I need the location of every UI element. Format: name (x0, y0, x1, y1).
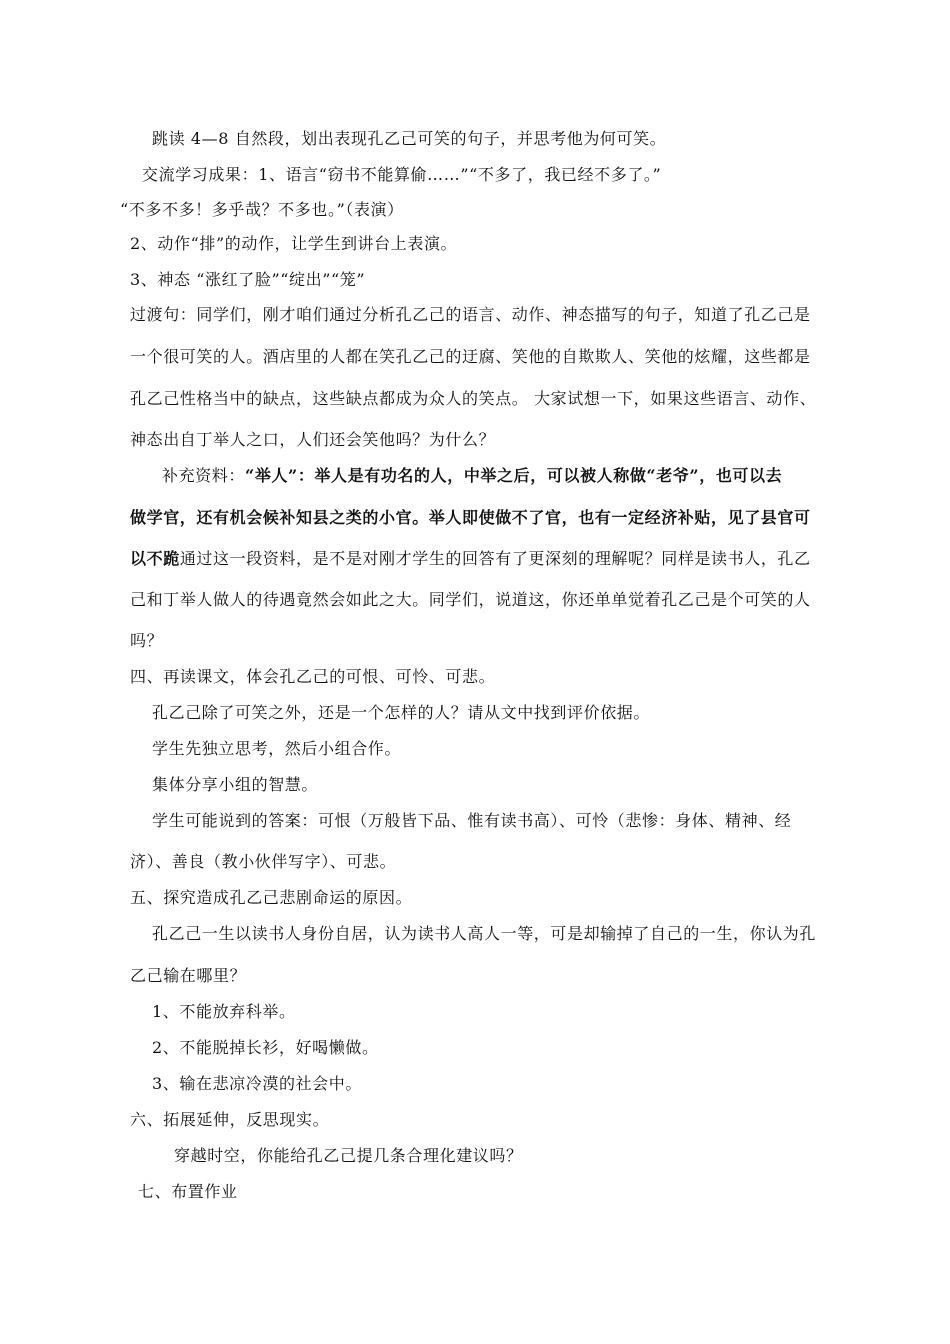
paragraph-line: 一个很可笑的人。酒店里的人都在笑孔乙己的迂腐、笑他的自欺欺人、笑他的炫耀，这些都是 (130, 347, 811, 366)
paragraph-line: 孔乙己一生以读书人身份自居，认为读书人高人一等，可是却输掉了自己的一生，你认为孔 (152, 924, 817, 943)
paragraph-line: “不多不多！多乎哉？不多也。”（表演） (120, 200, 404, 219)
list-item: 1、不能放弃科举。 (152, 1002, 296, 1021)
section-heading: 六、拓展延伸，反思现实。 (130, 1110, 330, 1129)
paragraph-line: 集体分享小组的智慧。 (152, 775, 319, 794)
paragraph-line (130, 549, 811, 569)
section-heading: 四、再读课文，体会孔乙己的可恨、可怜、可悲。 (130, 667, 496, 686)
paragraph-line: 做学官，还有机会候补知县之类的小官。举人即使做不了官，也有一定经济补贴，见了县官可 (130, 508, 811, 527)
paragraph-line: 过渡句：同学们，刚才咱们通过分析孔乙己的语言、动作、神态描写的句子，知道了孔乙己是 (130, 305, 811, 324)
list-item: 2、不能脱掉长衫，好喝懒做。 (152, 1038, 379, 1057)
paragraph-line: 穿越时空，你能给孔乙己提几条合理化建议吗？ (174, 1146, 523, 1165)
paragraph-line: 济）、善良（教小伙伴写字）、可悲。 (130, 852, 397, 871)
section-heading: 五、探究造成孔乙己悲剧命运的原因。 (130, 888, 413, 907)
bold-text: “举人”：举人是有功名的人，中举之后，可以被人称做“老爷”，也可以去 (245, 466, 783, 485)
paragraph-line: 孔乙己除了可笑之外，还是一个怎样的人？请从文中找到评价依据。 (152, 703, 651, 722)
paragraph-line: 学生可能说到的答案：可恨（万般皆下品、惟有读书高）、可怜（悲惨：身体、精神、经 (152, 811, 792, 830)
supplement-label: 补充资料： (162, 466, 246, 485)
section-heading: 七、布置作业 (138, 1182, 238, 1201)
paragraph-line: 3、神态 “涨红了脸”“绽出”“笼” (130, 270, 366, 289)
paragraph-line: 2、动作“排”的动作，让学生到讲台上表演。 (130, 234, 458, 253)
paragraph-line: 神态出自丁举人之口，人们还会笑他吗？为什么？ (130, 430, 496, 449)
paragraph-line: 交流学习成果：1、语言“窃书不能算偷……”“不多了，我已经不多了。” (142, 165, 662, 184)
list-item: 3、输在悲凉冷漠的社会中。 (152, 1074, 362, 1093)
paragraph-text: 通过这一段资料，是不是对刚才学生的回答有了更深刻的理解呢？同样是读书人，孔乙 (179, 549, 811, 568)
paragraph-line: 学生先独立思考，然后小组合作。 (152, 739, 402, 758)
paragraph-line: 孔乙己性格当中的缺点，这些缺点都成为众人的笑点。 大家试想一下，如果这些语言、动作、 (130, 389, 817, 408)
paragraph-line: 吗？ (130, 631, 164, 650)
bold-text: 以不跪 (130, 549, 180, 568)
paragraph-line (162, 466, 782, 486)
paragraph-line: 乙己输在哪里？ (130, 966, 247, 985)
paragraph-line: 跳读 4—8 自然段，划出表现孔乙己可笑的句子，并思考他为何可笑。 (152, 129, 667, 148)
paragraph-line: 己和丁举人做人的待遇竟然会如此之大。同学们，说道这，你还单单觉着孔乙己是个可笑的人 (130, 590, 811, 609)
